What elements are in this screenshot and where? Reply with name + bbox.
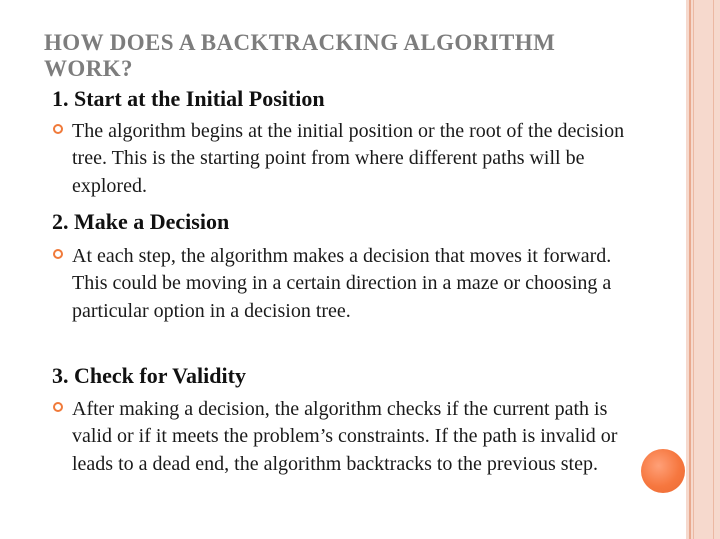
slide-title: HOW DOES A BACKTRACKING ALGORITHM WORK? [44, 30, 556, 81]
border-line [689, 0, 691, 539]
bullet-item-3 [50, 396, 640, 478]
bullet-item-2 [50, 243, 640, 325]
hollow-circle-bullet-icon [53, 249, 63, 259]
right-border-strip [686, 0, 720, 539]
bullet-item-1 [50, 118, 640, 200]
border-line [693, 0, 694, 539]
section-heading-3: 3. Check for Validity [52, 363, 246, 388]
hollow-circle-bullet-icon [53, 402, 63, 412]
bullet-text-1: The algorithm begins at the initial position or the root of the decision tree. This is the starting point from where different paths will be explored. [72, 120, 625, 197]
orange-circle-decoration [641, 449, 685, 493]
border-line [713, 0, 714, 539]
hollow-circle-bullet-icon [53, 124, 63, 134]
bullet-text-2: At each step, the algorithm makes a decision that moves it forward. This could be moving in a certain direction in a maze or choosing a particular option in a decision tree. [72, 245, 612, 322]
section-heading-1: 1. Start at the Initial Position [52, 86, 325, 111]
section-heading-2: 2. Make a Decision [52, 209, 230, 234]
bullet-text-3: After making a decision, the algorithm checks if the current path is valid or if it meets the problem’s constraints. If the path is invalid or leads to a dead end, the algorithm backtracks to the previous step. [72, 398, 618, 475]
